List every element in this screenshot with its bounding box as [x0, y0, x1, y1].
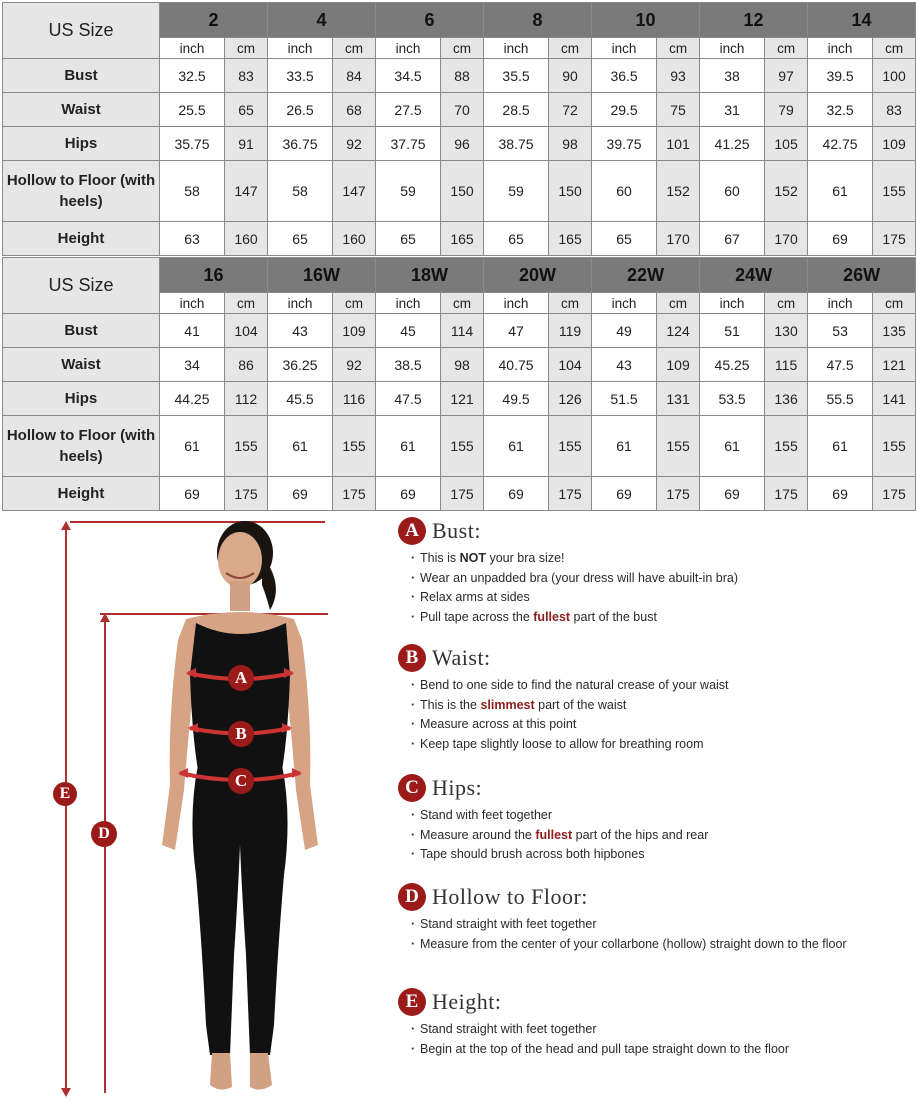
- value-cm: 150: [549, 161, 592, 222]
- value-cm: 147: [225, 161, 268, 222]
- value-inch: 61: [160, 416, 225, 477]
- unit-inch: inch: [592, 293, 657, 314]
- unit-cm: cm: [441, 38, 484, 59]
- tip-text-end: part of the bust: [570, 609, 657, 624]
- value-inch: 35.5: [484, 59, 549, 93]
- size-header: 22W: [592, 258, 700, 293]
- unit-cm: cm: [657, 38, 700, 59]
- value-inch: 65: [376, 222, 441, 256]
- value-inch: 65: [592, 222, 657, 256]
- hollow-tips: [398, 915, 908, 954]
- tip-text: Begin at the top of the head and pull tape straight down to the floor: [420, 1041, 790, 1056]
- unit-cm: cm: [765, 293, 808, 314]
- row-label: Waist: [3, 348, 160, 382]
- value-inch: 59: [376, 161, 441, 222]
- value-inch: 38.5: [376, 348, 441, 382]
- marker-d: D: [91, 821, 117, 847]
- value-cm: 109: [873, 127, 916, 161]
- table-row: [3, 348, 916, 382]
- value-inch: 69: [700, 477, 765, 511]
- table-row: [3, 127, 916, 161]
- value-inch: 61: [592, 416, 657, 477]
- value-cm: 175: [873, 477, 916, 511]
- marker-b: B: [228, 721, 254, 747]
- guide-waist: [398, 643, 908, 754]
- value-inch: 43: [592, 348, 657, 382]
- unit-inch: inch: [700, 293, 765, 314]
- height-tips: [398, 1020, 908, 1059]
- tip-text: Stand with feet together: [420, 808, 553, 822]
- row-label: Hips: [3, 127, 160, 161]
- value-cm: 175: [333, 477, 376, 511]
- value-cm: 83: [225, 59, 268, 93]
- unit-cm: cm: [333, 293, 376, 314]
- value-cm: 155: [441, 416, 484, 477]
- value-cm: 72: [549, 93, 592, 127]
- value-cm: 155: [873, 416, 916, 477]
- hips-tips: [398, 806, 908, 865]
- tip-item: [420, 549, 908, 569]
- tip-text: Stand straight with feet together: [420, 1022, 597, 1036]
- value-inch: 49: [592, 314, 657, 348]
- unit-inch: inch: [376, 293, 441, 314]
- height-badge: E: [398, 988, 426, 1016]
- tip-text: Bend to one side to find the natural crease of your waist: [420, 678, 729, 692]
- value-inch: 61: [376, 416, 441, 477]
- value-cm: 155: [225, 416, 268, 477]
- tip-item: [420, 1040, 908, 1060]
- value-inch: 58: [160, 161, 225, 222]
- table-row: [3, 222, 916, 256]
- unit-inch: inch: [592, 38, 657, 59]
- value-inch: 69: [376, 477, 441, 511]
- value-inch: 35.75: [160, 127, 225, 161]
- row-label: Bust: [3, 314, 160, 348]
- unit-cm: cm: [333, 38, 376, 59]
- size-header: 16: [160, 258, 268, 293]
- value-cm: 121: [441, 382, 484, 416]
- tip-emphasis: fullest: [535, 827, 573, 842]
- value-cm: 88: [441, 59, 484, 93]
- value-inch: 69: [484, 477, 549, 511]
- value-inch: 69: [160, 477, 225, 511]
- unit-cm: cm: [549, 293, 592, 314]
- value-inch: 61: [700, 416, 765, 477]
- bust-badge: A: [398, 517, 426, 545]
- value-cm: 175: [441, 477, 484, 511]
- size-table-1: [2, 2, 916, 256]
- value-cm: 126: [549, 382, 592, 416]
- bust-tips: [398, 549, 908, 627]
- tip-text: Keep tape slightly loose to allow for breathing room: [420, 736, 704, 751]
- value-cm: 92: [333, 127, 376, 161]
- value-cm: 170: [765, 222, 808, 256]
- size-header: 12: [700, 3, 808, 38]
- value-cm: 152: [765, 161, 808, 222]
- value-inch: 32.5: [160, 59, 225, 93]
- value-inch: 65: [268, 222, 333, 256]
- row-label: Waist: [3, 93, 160, 127]
- value-cm: 93: [657, 59, 700, 93]
- value-cm: 150: [441, 161, 484, 222]
- value-cm: 115: [765, 348, 808, 382]
- value-inch: 27.5: [376, 93, 441, 127]
- value-inch: 61: [268, 416, 333, 477]
- value-cm: 155: [765, 416, 808, 477]
- bust-title: Bust:: [432, 518, 481, 543]
- tip-item: [420, 806, 908, 826]
- table-row: [3, 93, 916, 127]
- waist-title: Waist:: [432, 645, 491, 670]
- guide-bust: [398, 516, 908, 627]
- value-inch: 69: [808, 477, 873, 511]
- waist-badge: B: [398, 644, 426, 672]
- value-inch: 45.5: [268, 382, 333, 416]
- size-header: 14: [808, 3, 916, 38]
- tip-text: Measure around the: [420, 827, 536, 842]
- tip-item: [420, 588, 908, 608]
- tip-item: [420, 915, 908, 935]
- tip-item: [420, 735, 908, 755]
- value-inch: 36.25: [268, 348, 333, 382]
- value-cm: 160: [225, 222, 268, 256]
- value-cm: 147: [333, 161, 376, 222]
- value-inch: 36.75: [268, 127, 333, 161]
- value-cm: 96: [441, 127, 484, 161]
- row-label: Hollow to Floor (with heels): [3, 161, 160, 222]
- size-header: 8: [484, 3, 592, 38]
- tip-text: Tape should brush across both hipbones: [420, 847, 645, 861]
- tip-text: This is: [420, 551, 460, 565]
- value-cm: 116: [333, 382, 376, 416]
- marker-a: A: [228, 665, 254, 691]
- marker-c: C: [228, 768, 254, 794]
- us-size-label: US Size: [3, 3, 160, 59]
- value-inch: 51: [700, 314, 765, 348]
- hips-title: Hips:: [432, 775, 483, 800]
- value-cm: 98: [441, 348, 484, 382]
- value-inch: 60: [592, 161, 657, 222]
- value-inch: 38.75: [484, 127, 549, 161]
- value-cm: 83: [873, 93, 916, 127]
- value-cm: 124: [657, 314, 700, 348]
- value-inch: 26.5: [268, 93, 333, 127]
- size-header: 16W: [268, 258, 376, 293]
- value-cm: 112: [225, 382, 268, 416]
- value-inch: 47: [484, 314, 549, 348]
- value-cm: 98: [549, 127, 592, 161]
- size-table-2: [2, 257, 916, 511]
- hollow-badge: D: [398, 883, 426, 911]
- height-title: Height:: [432, 989, 502, 1014]
- table-row: [3, 382, 916, 416]
- value-inch: 25.5: [160, 93, 225, 127]
- unit-cm: cm: [225, 293, 268, 314]
- value-inch: 33.5: [268, 59, 333, 93]
- size-header: 20W: [484, 258, 592, 293]
- value-inch: 34: [160, 348, 225, 382]
- value-cm: 114: [441, 314, 484, 348]
- value-inch: 60: [700, 161, 765, 222]
- unit-cm: cm: [657, 293, 700, 314]
- marker-e: E: [53, 782, 77, 806]
- guide-hips: [398, 773, 908, 865]
- unit-cm: cm: [225, 38, 268, 59]
- unit-inch: inch: [268, 293, 333, 314]
- row-label: Hips: [3, 382, 160, 416]
- value-cm: 175: [225, 477, 268, 511]
- unit-inch: inch: [484, 38, 549, 59]
- value-cm: 155: [333, 416, 376, 477]
- unit-cm: cm: [441, 293, 484, 314]
- value-inch: 29.5: [592, 93, 657, 127]
- value-cm: 109: [333, 314, 376, 348]
- value-cm: 100: [873, 59, 916, 93]
- unit-inch: inch: [376, 38, 441, 59]
- unit-inch: inch: [700, 38, 765, 59]
- value-inch: 43: [268, 314, 333, 348]
- value-cm: 175: [549, 477, 592, 511]
- value-inch: 31: [700, 93, 765, 127]
- value-cm: 109: [657, 348, 700, 382]
- value-cm: 152: [657, 161, 700, 222]
- size-header: 24W: [700, 258, 808, 293]
- value-cm: 105: [765, 127, 808, 161]
- value-inch: 67: [700, 222, 765, 256]
- unit-cm: cm: [873, 293, 916, 314]
- value-inch: 44.25: [160, 382, 225, 416]
- size-header: 6: [376, 3, 484, 38]
- unit-inch: inch: [484, 293, 549, 314]
- unit-cm: cm: [765, 38, 808, 59]
- unit-inch: inch: [808, 38, 873, 59]
- hollow-title: Hollow to Floor:: [432, 884, 588, 909]
- value-inch: 51.5: [592, 382, 657, 416]
- tip-text: This is the: [420, 697, 481, 712]
- tip-text: Measure from the center of your collarbone (hollow) straight down to the floor: [420, 936, 847, 951]
- tip-item: [420, 1020, 908, 1040]
- tip-emphasis: slimmest: [480, 697, 535, 712]
- table-row: [3, 59, 916, 93]
- value-cm: 91: [225, 127, 268, 161]
- value-cm: 86: [225, 348, 268, 382]
- tip-item: [420, 569, 908, 589]
- value-cm: 104: [549, 348, 592, 382]
- value-inch: 41.25: [700, 127, 765, 161]
- size-header: 26W: [808, 258, 916, 293]
- tip-emphasis: fullest: [533, 609, 571, 624]
- value-cm: 84: [333, 59, 376, 93]
- value-inch: 37.75: [376, 127, 441, 161]
- size-header: 2: [160, 3, 268, 38]
- tip-item: [420, 676, 908, 696]
- value-inch: 59: [484, 161, 549, 222]
- value-inch: 42.75: [808, 127, 873, 161]
- value-inch: 41: [160, 314, 225, 348]
- value-inch: 65: [484, 222, 549, 256]
- value-inch: 34.5: [376, 59, 441, 93]
- table-row: [3, 314, 916, 348]
- unit-cm: cm: [873, 38, 916, 59]
- value-cm: 136: [765, 382, 808, 416]
- value-inch: 39.5: [808, 59, 873, 93]
- row-label: Height: [3, 477, 160, 511]
- model-silhouette: [0, 515, 390, 1100]
- value-inch: 47.5: [808, 348, 873, 382]
- tip-text: Pull tape across the: [420, 609, 534, 624]
- value-inch: 32.5: [808, 93, 873, 127]
- value-inch: 61: [484, 416, 549, 477]
- tip-item: [420, 696, 908, 716]
- value-inch: 69: [592, 477, 657, 511]
- row-label: Hollow to Floor (with heels): [3, 416, 160, 477]
- tip-text: Wear an unpadded bra (your dress will have abuilt-in bra): [420, 570, 738, 585]
- tip-text-end: your bra size!: [485, 551, 565, 565]
- hips-badge: C: [398, 774, 426, 802]
- tip-item: [420, 608, 908, 628]
- value-cm: 141: [873, 382, 916, 416]
- value-inch: 58: [268, 161, 333, 222]
- row-label: Height: [3, 222, 160, 256]
- table-row: [3, 477, 916, 511]
- value-cm: 130: [765, 314, 808, 348]
- value-cm: 68: [333, 93, 376, 127]
- value-cm: 165: [441, 222, 484, 256]
- value-cm: 70: [441, 93, 484, 127]
- value-cm: 135: [873, 314, 916, 348]
- value-cm: 121: [873, 348, 916, 382]
- value-cm: 119: [549, 314, 592, 348]
- value-cm: 131: [657, 382, 700, 416]
- tip-text-end: part of the waist: [534, 697, 627, 712]
- unit-inch: inch: [160, 293, 225, 314]
- value-inch: 45.25: [700, 348, 765, 382]
- value-cm: 104: [225, 314, 268, 348]
- value-cm: 65: [225, 93, 268, 127]
- guide-hollow: [398, 882, 908, 954]
- size-header: 10: [592, 3, 700, 38]
- value-inch: 69: [808, 222, 873, 256]
- tip-text: Measure across at this point: [420, 717, 577, 731]
- value-cm: 175: [765, 477, 808, 511]
- tip-text: Stand straight with feet together: [420, 917, 597, 931]
- table-row: [3, 161, 916, 222]
- value-cm: 155: [657, 416, 700, 477]
- guide-height: [398, 987, 908, 1059]
- unit-cm: cm: [549, 38, 592, 59]
- value-inch: 53: [808, 314, 873, 348]
- value-cm: 101: [657, 127, 700, 161]
- unit-inch: inch: [808, 293, 873, 314]
- value-cm: 155: [873, 161, 916, 222]
- value-cm: 97: [765, 59, 808, 93]
- value-inch: 53.5: [700, 382, 765, 416]
- value-cm: 160: [333, 222, 376, 256]
- tip-item: [420, 845, 908, 865]
- value-inch: 49.5: [484, 382, 549, 416]
- value-cm: 79: [765, 93, 808, 127]
- unit-inch: inch: [268, 38, 333, 59]
- value-cm: 155: [549, 416, 592, 477]
- value-cm: 170: [657, 222, 700, 256]
- waist-tips: [398, 676, 908, 754]
- value-inch: 36.5: [592, 59, 657, 93]
- table-row: [3, 416, 916, 477]
- size-header: 18W: [376, 258, 484, 293]
- value-inch: 69: [268, 477, 333, 511]
- value-inch: 47.5: [376, 382, 441, 416]
- value-inch: 38: [700, 59, 765, 93]
- row-label: Bust: [3, 59, 160, 93]
- measurement-figure: [0, 515, 390, 1100]
- tip-text-end: part of the hips and rear: [572, 827, 709, 842]
- tip-emphasis: NOT: [459, 551, 486, 565]
- unit-inch: inch: [160, 38, 225, 59]
- tip-text: Relax arms at sides: [420, 590, 530, 604]
- value-cm: 165: [549, 222, 592, 256]
- value-inch: 61: [808, 161, 873, 222]
- value-inch: 28.5: [484, 93, 549, 127]
- tip-item: [420, 935, 908, 955]
- tip-item: [420, 715, 908, 735]
- value-cm: 75: [657, 93, 700, 127]
- value-cm: 92: [333, 348, 376, 382]
- value-inch: 39.75: [592, 127, 657, 161]
- value-inch: 55.5: [808, 382, 873, 416]
- value-inch: 61: [808, 416, 873, 477]
- size-header: 4: [268, 3, 376, 38]
- value-inch: 63: [160, 222, 225, 256]
- value-inch: 45: [376, 314, 441, 348]
- value-cm: 175: [657, 477, 700, 511]
- value-cm: 175: [873, 222, 916, 256]
- us-size-label: US Size: [3, 258, 160, 314]
- value-cm: 90: [549, 59, 592, 93]
- tip-item: [420, 826, 908, 846]
- value-inch: 40.75: [484, 348, 549, 382]
